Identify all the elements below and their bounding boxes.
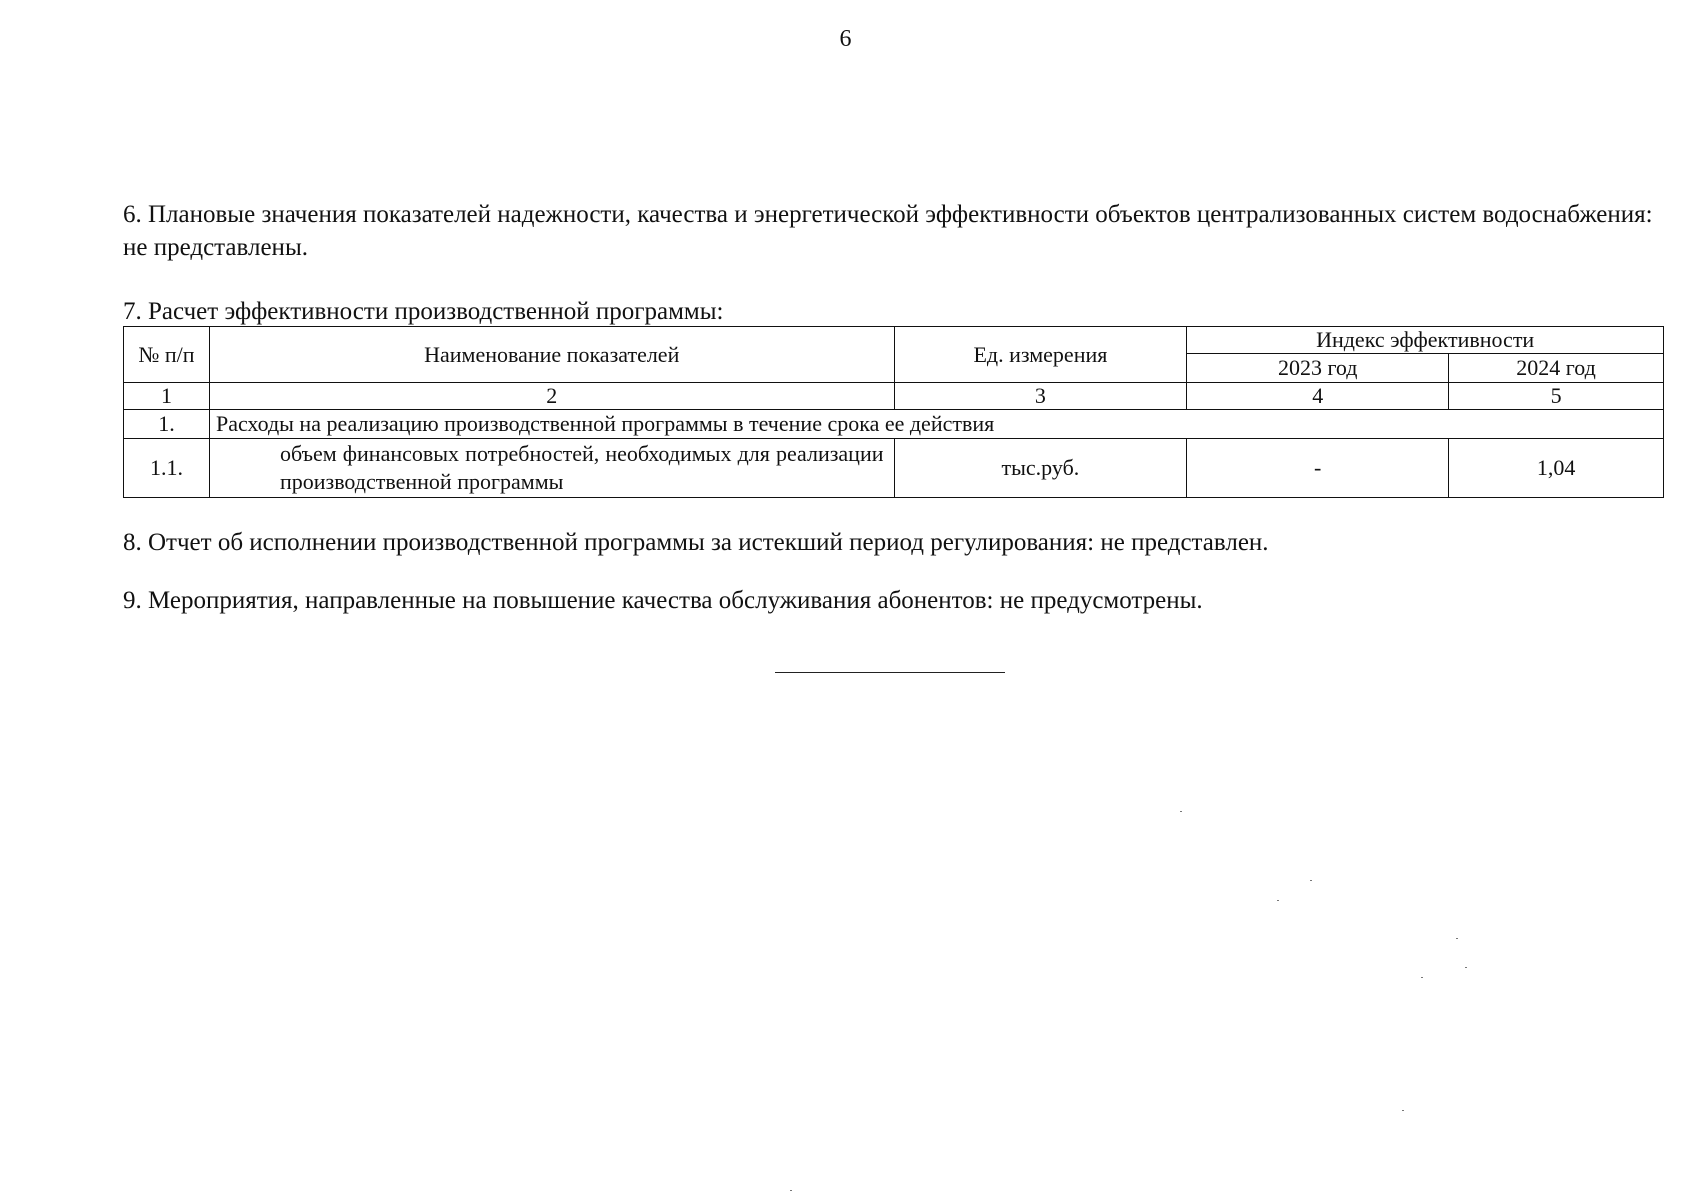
scan-speck	[1180, 811, 1182, 812]
header-year-2023: 2023 год	[1187, 354, 1449, 383]
header-year-2024: 2024 год	[1449, 354, 1664, 383]
header-unit: Ед. измерения	[894, 327, 1187, 383]
row-name: объем финансовых потребностей, необходимых для реализации производственной программы	[209, 439, 894, 498]
paragraph-efficiency-calculation: 7. Расчет эффективности производственной программы:	[123, 298, 724, 325]
column-number: 2	[209, 383, 894, 410]
header-num: № п/п	[124, 327, 210, 383]
page-number: 6	[839, 26, 852, 52]
row-value-2023: -	[1187, 439, 1449, 498]
header-efficiency-index: Индекс эффективности	[1187, 327, 1664, 354]
scan-speck	[1465, 967, 1467, 968]
section-row	[124, 410, 1664, 439]
column-number: 1	[124, 383, 210, 410]
column-number: 4	[1187, 383, 1449, 410]
section-num: 1.	[124, 410, 210, 439]
header-name: Наименование показателей	[209, 327, 894, 383]
row-unit: тыс.руб.	[894, 439, 1187, 498]
paragraph-reliability-indicators: 6. Плановые значения показателей надежности, качества и энергетической эффективности объектов централизованных систем водоснабжения: не представлены.	[123, 201, 1653, 261]
end-divider-line	[775, 672, 1005, 673]
scan-speck	[1402, 1110, 1404, 1111]
column-number: 5	[1449, 383, 1664, 410]
table-row	[124, 439, 1664, 498]
scan-speck	[790, 1190, 792, 1191]
paragraph-execution-report: 8. Отчет об исполнении производственной программы за истекший период регулирования: не представлен.	[123, 529, 1269, 556]
scan-speck	[1421, 977, 1423, 978]
section-title: Расходы на реализацию производственной программы в течение срока ее действия	[209, 410, 1663, 439]
table-header-row	[124, 327, 1664, 354]
column-number: 3	[894, 383, 1187, 410]
efficiency-table	[123, 326, 1664, 498]
scan-speck	[1456, 938, 1458, 939]
paragraph-service-quality-measures: 9. Мероприятия, направленные на повышение качества обслуживания абонентов: не предусмотрены.	[123, 587, 1203, 614]
scan-speck	[1310, 880, 1312, 881]
scan-speck	[1277, 900, 1279, 901]
column-number-row	[124, 383, 1664, 410]
row-num: 1.1.	[124, 439, 210, 498]
row-value-2024: 1,04	[1449, 439, 1664, 498]
